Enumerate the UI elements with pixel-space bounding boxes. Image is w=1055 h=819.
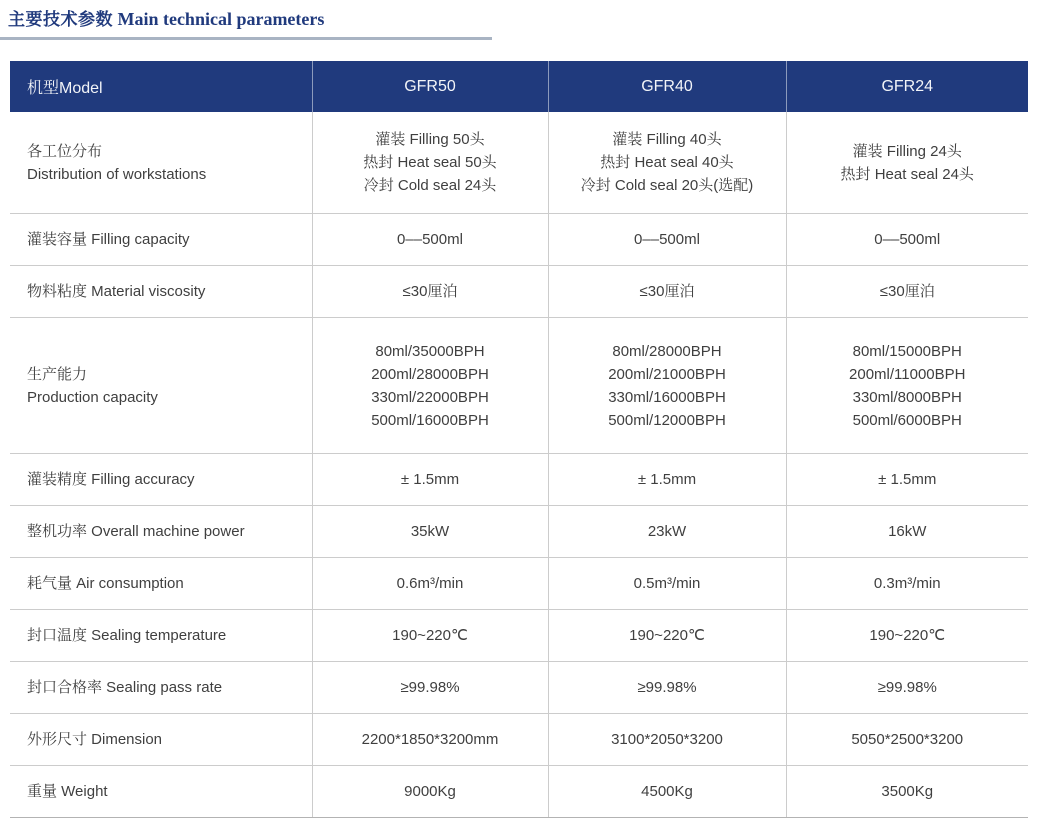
table-row: [10, 112, 1028, 214]
value-cell: [786, 766, 1028, 818]
value-cell: [312, 214, 548, 266]
param-cell: [10, 714, 312, 766]
param-label-line: Production capacity: [27, 388, 158, 406]
value-line: 16kW: [888, 523, 927, 540]
value-line: 500ml/16000BPH: [371, 411, 489, 429]
value-cell: [312, 266, 548, 318]
value-cell: [312, 506, 548, 558]
param-cell: [10, 318, 312, 454]
value-cell: [786, 112, 1028, 214]
table-row: [10, 662, 1028, 714]
value-line: ± 1.5mm: [400, 471, 460, 488]
value-line: 190~220℃: [869, 627, 946, 644]
table-header-row: [10, 61, 1028, 112]
value-cell: [548, 266, 786, 318]
value-line: 热封 Heat seal 40头: [600, 154, 734, 171]
value-cell: [312, 112, 548, 214]
param-label-line: 重量 Weight: [27, 783, 108, 800]
value-line: 冷封 Cold seal 20头(选配): [580, 177, 754, 194]
param-label-line: 生产能力: [27, 365, 88, 383]
value-line: 500ml/12000BPH: [608, 411, 726, 429]
value-line: ≤30厘泊: [402, 283, 458, 300]
section-title-zh: 主要技术参数: [8, 10, 113, 29]
header-model-gfr40: GFR40: [548, 61, 786, 112]
table-row: [10, 318, 1028, 454]
value-line: ≥99.98%: [400, 679, 460, 696]
value-cell: [548, 112, 786, 214]
value-cell: [548, 318, 786, 454]
value-line: 200ml/11000BPH: [849, 365, 966, 383]
value-line: 灌装 Filling 40头: [612, 131, 722, 148]
value-line: ≥99.98%: [637, 679, 697, 696]
value-line: 灌装 Filling 24头: [852, 142, 962, 160]
value-cell: [786, 714, 1028, 766]
param-cell: [10, 558, 312, 610]
value-cell: [548, 454, 786, 506]
param-label-line: 整机功率 Overall machine power: [27, 523, 245, 540]
value-line: 80ml/15000BPH: [852, 342, 962, 360]
value-line: 500ml/6000BPH: [852, 411, 962, 429]
value-line: 190~220℃: [629, 627, 705, 644]
value-line: 0––500ml: [397, 231, 463, 248]
parameters-table: [10, 61, 1028, 818]
value-line: ± 1.5mm: [878, 471, 937, 488]
param-cell: [10, 766, 312, 818]
param-label-line: 各工位分布: [27, 142, 103, 160]
table-row: [10, 214, 1028, 266]
value-cell: [312, 318, 548, 454]
param-label-line: 物料粘度 Material viscosity: [27, 283, 206, 300]
param-label-line: 封口合格率 Sealing pass rate: [27, 679, 223, 696]
value-line: 330ml/8000BPH: [852, 388, 962, 406]
table-row: [10, 558, 1028, 610]
value-cell: [548, 662, 786, 714]
value-line: 200ml/21000BPH: [608, 365, 726, 383]
value-cell: [312, 766, 548, 818]
section-title-en: Main technical parameters: [117, 9, 325, 29]
value-cell: [312, 558, 548, 610]
table-row: [10, 766, 1028, 818]
value-line: 9000Kg: [404, 783, 456, 800]
value-cell: [786, 214, 1028, 266]
value-line: 35kW: [410, 523, 450, 540]
value-cell: [786, 506, 1028, 558]
value-line: 330ml/16000BPH: [608, 388, 726, 406]
param-cell: [10, 266, 312, 318]
table-row: [10, 610, 1028, 662]
table-body: [10, 112, 1028, 818]
value-line: 4500Kg: [641, 783, 693, 800]
value-cell: [786, 662, 1028, 714]
value-line: 0.5m³/min: [633, 575, 701, 592]
table-row: [10, 714, 1028, 766]
value-line: 80ml/35000BPH: [375, 342, 485, 360]
value-cell: [548, 714, 786, 766]
value-line: 灌装 Filling 50头: [375, 131, 485, 148]
value-cell: [548, 214, 786, 266]
value-line: 热封 Heat seal 50头: [363, 154, 497, 171]
value-line: 23kW: [647, 523, 687, 540]
value-cell: [786, 454, 1028, 506]
value-line: 200ml/28000BPH: [371, 365, 489, 383]
param-label-line: 灌装容量 Filling capacity: [27, 231, 190, 248]
param-cell: [10, 214, 312, 266]
value-line: 冷封 Cold seal 24头: [363, 177, 497, 194]
value-line: 0––500ml: [874, 231, 941, 248]
value-cell: [312, 662, 548, 714]
value-line: 热封 Heat seal 24头: [840, 165, 974, 183]
value-cell: [312, 454, 548, 506]
value-cell: [786, 266, 1028, 318]
value-cell: [312, 714, 548, 766]
value-cell: [786, 318, 1028, 454]
value-cell: [786, 558, 1028, 610]
param-cell: [10, 662, 312, 714]
value-line: 190~220℃: [392, 627, 468, 644]
section-title: [0, 0, 492, 40]
value-cell: [548, 766, 786, 818]
table-row: [10, 454, 1028, 506]
param-cell: [10, 610, 312, 662]
param-label-line: 封口温度 Sealing temperature: [27, 627, 227, 644]
value-line: ≤30厘泊: [639, 283, 695, 300]
param-label-line: 耗气量 Air consumption: [27, 575, 184, 592]
param-cell: [10, 454, 312, 506]
table-row: [10, 506, 1028, 558]
value-line: 2200*1850*3200mm: [361, 731, 499, 748]
value-cell: [312, 610, 548, 662]
header-model-gfr50: GFR50: [312, 61, 548, 112]
header-model-gfr24: GFR24: [786, 61, 1028, 112]
value-line: ≥99.98%: [877, 679, 937, 696]
header-model-label: 机型Model: [10, 61, 312, 112]
value-cell: [548, 558, 786, 610]
value-line: 3500Kg: [881, 783, 934, 800]
value-line: 80ml/28000BPH: [612, 342, 722, 360]
value-line: 3100*2050*3200: [611, 731, 723, 748]
table-row: [10, 266, 1028, 318]
param-cell: [10, 506, 312, 558]
param-label-line: 灌装精度 Filling accuracy: [27, 471, 195, 488]
value-cell: [548, 610, 786, 662]
value-line: ± 1.5mm: [637, 471, 697, 488]
param-label-line: Distribution of workstations: [27, 165, 207, 183]
value-line: 5050*2500*3200: [851, 731, 964, 748]
value-line: ≤30厘泊: [879, 283, 935, 300]
value-line: 0.3m³/min: [873, 575, 941, 592]
value-cell: [548, 506, 786, 558]
param-cell: [10, 112, 312, 214]
value-line: 0––500ml: [634, 231, 700, 248]
value-line: 330ml/22000BPH: [371, 388, 489, 406]
value-line: 0.6m³/min: [396, 575, 464, 592]
param-label-line: 外形尺寸 Dimension: [27, 731, 163, 748]
value-cell: [786, 610, 1028, 662]
